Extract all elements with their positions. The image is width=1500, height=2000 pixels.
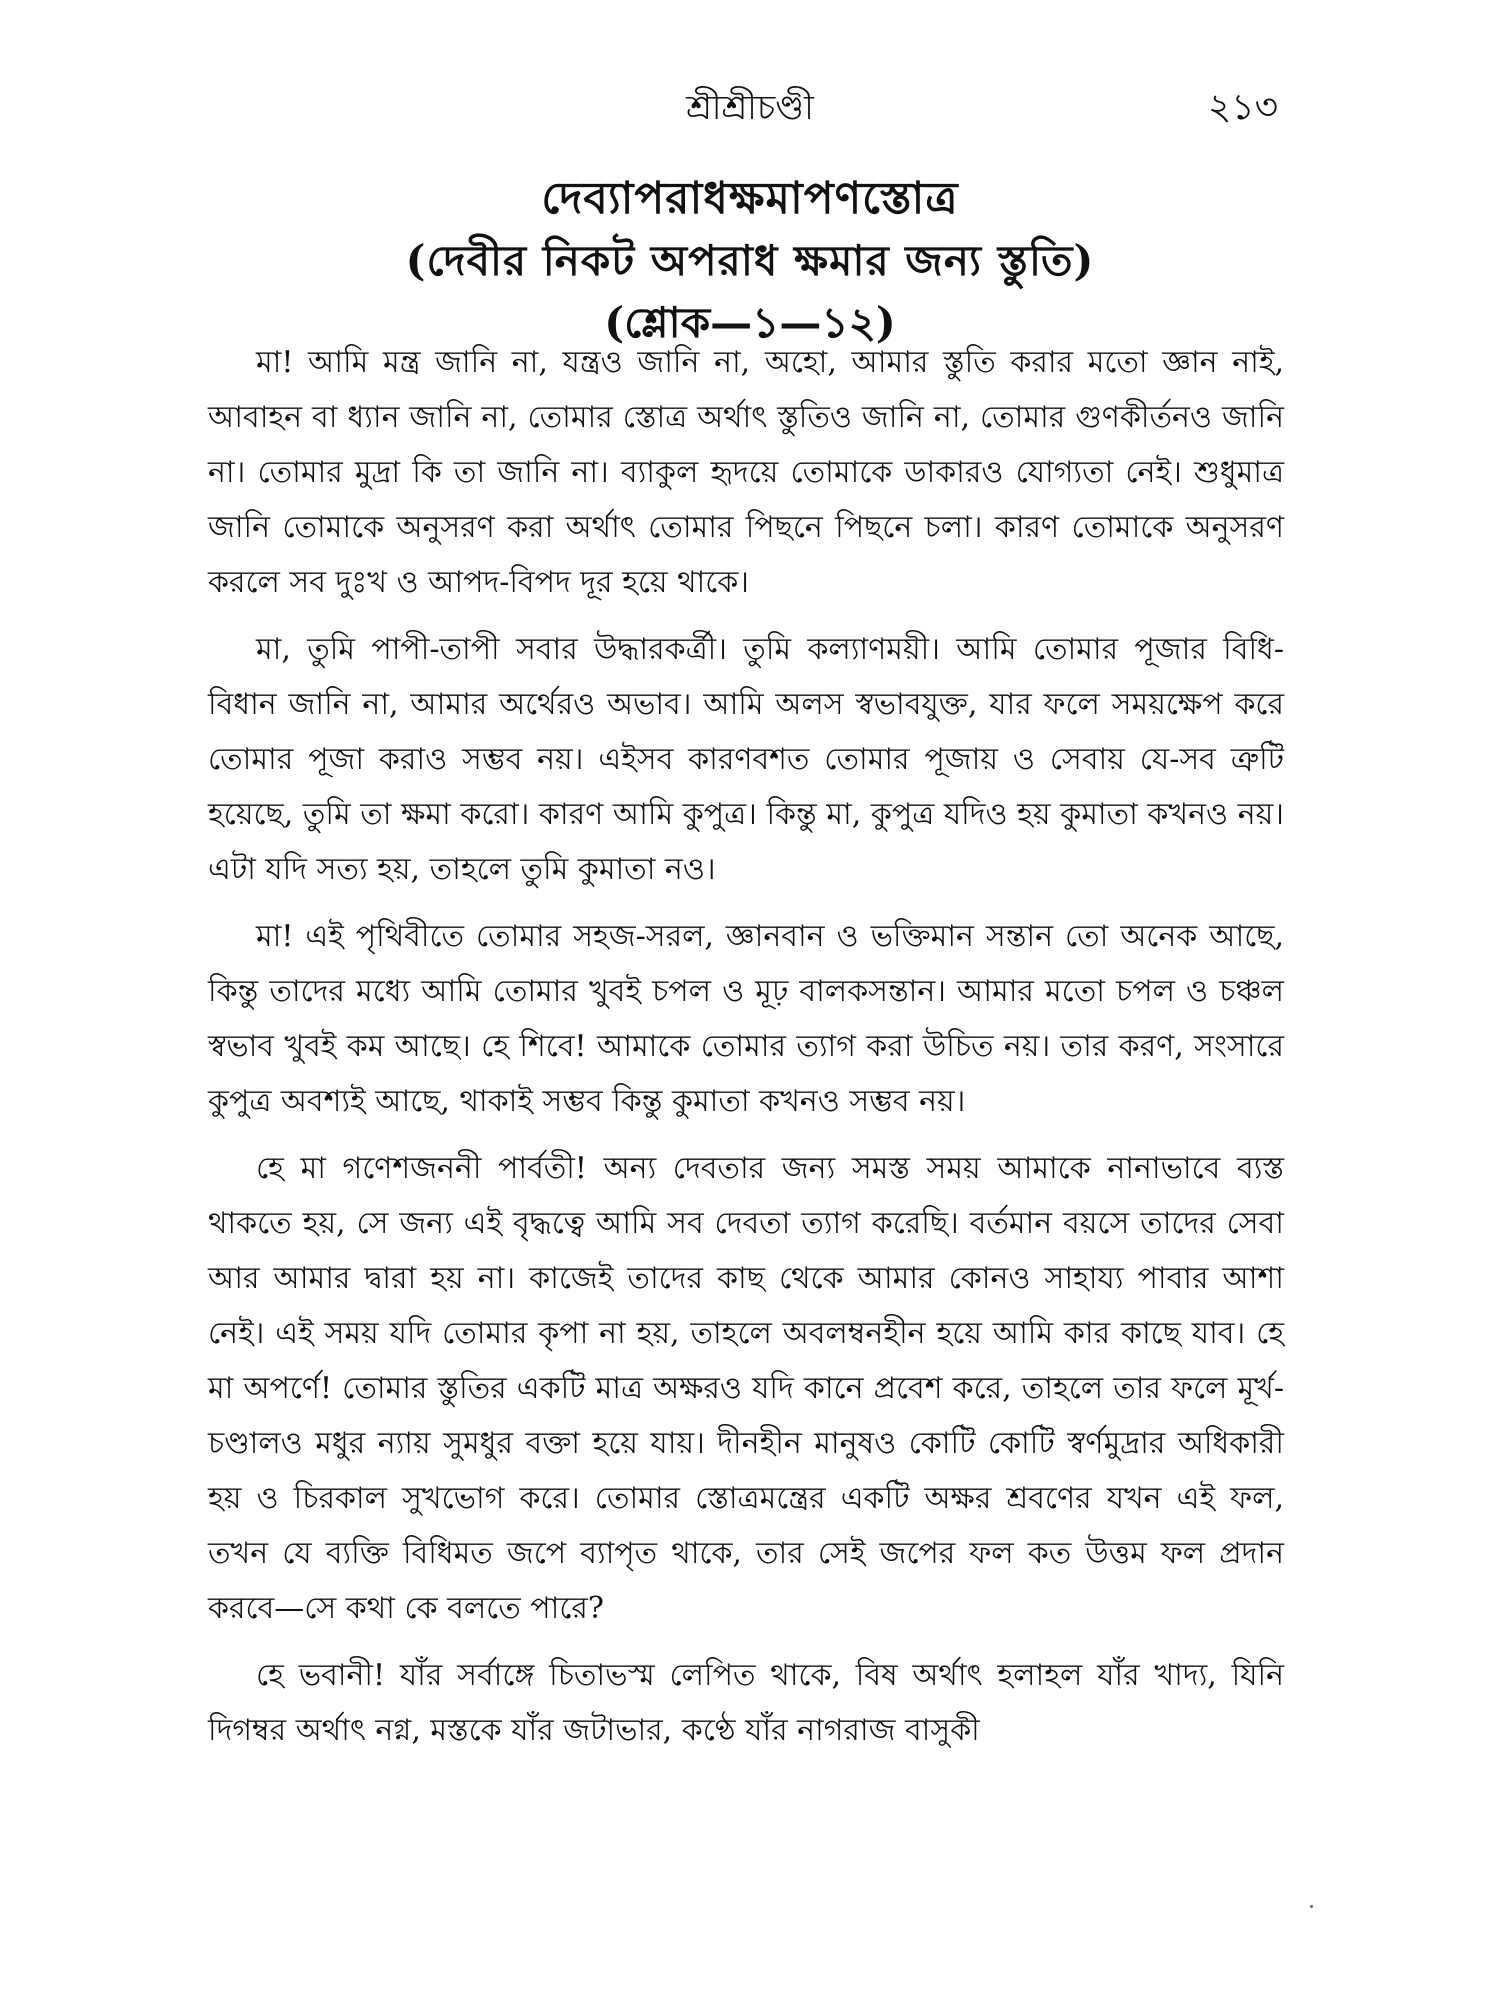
paragraph-4: হে মা গণেশজননী পার্বতী! অন্য দেবতার জন্য সমস্ত সময় আমাকে নানাভাবে ব্যস্ত থাকতে হয়, সে জন্য এই বৃদ্ধত্বে আমি সব দেবতা ত্যাগ করেছি। বর্তমান বয়সে তাদের সেবা আর আমার দ্বারা হয় না। কাজেই তাদের কাছ থেকে আমার কোনও সাহায্য পাবার আশা নেই। এই সময় যদি তোমার কৃপা না হয়, তাহলে অবলম্বনহীন হয়ে আমি কার কাছে যাব। হে মা অপর্ণে! তোমার স্তুতির একটি মাত্র অক্ষরও যদি কানে প্রবেশ করে, তাহলে তার ফলে মূর্খ-চণ্ডালও মধুর ন্যায় সুমধুর বক্তা হয়ে যায়। দীনহীন মানুষও কোটি কোটি স্বর্ণমুদ্রার অধিকারী হয় ও চিরকাল সুখভোগ করে। তোমার স্তোত্রমন্ত্রের একটি অক্ষর শ্রবণের যখন এই ফল, তখন যে ব্যক্তি বিধিমত জপে ব্যাপৃত থাকে, তার সেই জপের ফল কত উত্তম ফল প্রদান করবে—সে কথা কে বলতে পারে? [208, 1151, 1284, 1626]
heading-verse-range: (শ্লোক—১—১২) [604, 298, 896, 347]
body-text [208, 335, 1284, 1770]
paragraph-5: হে ভবানী! যাঁর সর্বাঙ্গে চিতাভস্ম লেপিত থাকে, বিষ অর্থাৎ হলাহল যাঁর খাদ্য, যিনি দিগম্বর অর্থাৎ নগ্ন, মস্তকে যাঁর জটাভার, কণ্ঠে যাঁর নাগরাজ বাসুকী [208, 1658, 1284, 1748]
running-title: শ্রীশ্রীচণ্ডী [686, 88, 814, 128]
paragraph-2: মা, তুমি পাপী-তাপী সবার উদ্ধারকর্ত্রী। তুমি কল্যাণময়ী। আমি তোমার পূজার বিধি-বিধান জানি না, আমার অর্থেরও অভাব। আমি অলস স্বভাবযুক্ত, যার ফলে সময়ক্ষেপ করে তোমার পূজা করাও সম্ভব নয়। এইসব কারণবশত তোমার পূজায় ও সেবায় যে-সব ত্রুটি হয়েছে, তুমি তা ক্ষমা করো। কারণ আমি কুপুত্র। কিন্তু মা, কুপুত্র যদিও হয় কুমাতা কখনও নয়। এটা যদি সত্য হয়, তাহলে তুমি কুমাতা নও। [208, 632, 1284, 887]
heading-title: দেব্যাপরাধক্ষমাপণস্তোত্র [541, 173, 959, 224]
section-heading [200, 168, 1300, 354]
paragraph-1: মা! আমি মন্ত্র জানি না, যন্ত্রও জানি না, অহো, আমার স্তুতি করার মতো জ্ঞান নাই, আবাহন বা ধ্যান জানি না, তোমার স্তোত্র অর্থাৎ স্তুতিও জানি না, তোমার গুণকীর্তনও জানি না। তোমার মুদ্রা কি তা জানি না। ব্যাকুল হৃদয়ে তোমাকে ডাকারও যোগ্যতা নেই। শুধুমাত্র জানি তোমাকে অনুসরণ করা অর্থাৎ তোমার পিছনে পিছনে চলা। কারণ তোমাকে অনুসরণ করলে সব দুঃখ ও আপদ-বিপদ দূর হয়ে থাকে। [208, 345, 1284, 600]
running-header [0, 78, 1500, 138]
page-number: ২১৩ [1207, 87, 1278, 128]
margin-speck [1310, 1905, 1313, 1908]
paragraph-3: মা! এই পৃথিবীতে তোমার সহজ-সরল, জ্ঞানবান ও ভক্তিমান সন্তান তো অনেক আছে, কিন্তু তাদের মধ্যে আমি তোমার খুবই চপল ও মূঢ় বালকসন্তান। আমার মতো চপল ও চঞ্চল স্বভাব খুবই কম আছে। হে শিবে! আমাকে তোমার ত্যাগ করা উচিত নয়। তার করণ, সংসারে কুপুত্র অবশ্যই আছে, থাকাই সম্ভব কিন্তু কুমাতা কখনও সম্ভব নয়। [208, 919, 1284, 1119]
heading-subtitle: (দেবীর নিকট অপরাধ ক্ষমার জন্য স্তুতি) [405, 236, 1095, 285]
